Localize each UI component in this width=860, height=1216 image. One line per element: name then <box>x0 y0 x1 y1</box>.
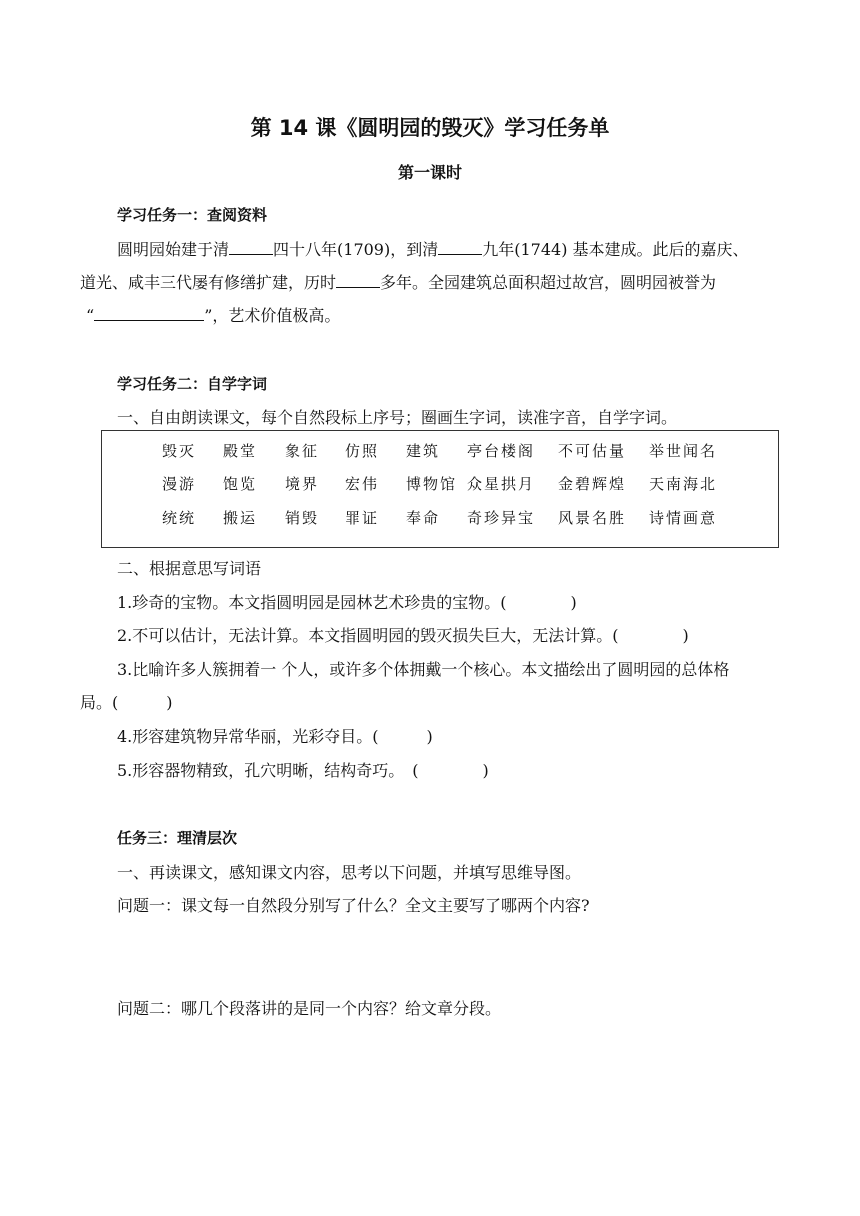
definition-item-2: 2.不可以估计，无法计算。本文指圆明园的毁灭损失巨大，无法计算。( ) <box>117 626 689 645</box>
task1-line3-close: ”，艺术价值极高。 <box>204 306 341 325</box>
task2-subheading: 二、根据意思写词语 <box>117 559 262 578</box>
vocab-word: 不可估量 <box>558 442 627 460</box>
task1-line1-part1: 圆明园始建于清 <box>117 240 230 259</box>
task1-line2-part1: 道光、咸丰三代屡有修缮扩建，历时 <box>80 273 337 292</box>
task2-heading: 学习任务二：自学字词 <box>117 375 268 393</box>
task1-line1 <box>117 237 749 260</box>
vocab-word: 漫游 <box>162 475 197 493</box>
vocab-word: 饱览 <box>223 475 258 493</box>
fill-blank-3[interactable] <box>336 273 380 288</box>
vocab-word: 金碧辉煌 <box>558 475 627 493</box>
task1-line1-part3: 九年(1744) 基本建成。此后的嘉庆、 <box>482 240 749 259</box>
vocab-word: 殿堂 <box>223 442 258 460</box>
vocab-word: 境界 <box>285 475 320 493</box>
definition-item-5: 5.形容器物精致，孔穴明晰，结构奇巧。 ( ) <box>117 761 489 780</box>
page-subtitle: 第一课时 <box>397 163 462 182</box>
vocab-word: 毁灭 <box>162 442 197 460</box>
definition-item-3: 3.比喻许多人簇拥着一 个人，或许多个体拥戴一个核心。本文描绘出了圆明园的总体格 <box>117 660 730 679</box>
task3-instruction: 一、再读课文，感知课文内容，思考以下问题，并填写思维导图。 <box>117 863 582 882</box>
vocab-word: 风景名胜 <box>558 509 627 527</box>
vocab-word: 象征 <box>285 442 320 460</box>
vocab-word: 亭台楼阁 <box>467 442 536 460</box>
definition-item-4: 4.形容建筑物异常华丽，光彩夺目。( ) <box>117 727 433 746</box>
task1-line2-part2: 多年。全园建筑总面积超过故宫，圆明园被誉为 <box>380 273 717 292</box>
question-1: 问题一：课文每一自然段分别写了什么？全文主要写了哪两个内容? <box>117 896 590 915</box>
task3-heading: 任务三：理清层次 <box>117 829 238 847</box>
task1-line3 <box>86 303 340 326</box>
vocab-word: 举世闻名 <box>649 442 718 460</box>
fill-blank-2[interactable] <box>438 240 482 255</box>
fill-blank-1[interactable] <box>229 240 273 255</box>
task1-line3-open-quote: “ <box>86 306 95 325</box>
definition-item-3-cont: 局。( ) <box>80 693 173 712</box>
vocab-word: 搬运 <box>223 509 258 527</box>
definition-item-1: 1.珍奇的宝物。本文指圆明园是园林艺术珍贵的宝物。( ) <box>117 593 577 612</box>
fill-blank-4[interactable] <box>94 306 204 321</box>
task1-line2 <box>80 270 716 293</box>
task1-heading: 学习任务一：查阅资料 <box>117 206 268 224</box>
vocab-word: 诗情画意 <box>649 509 718 527</box>
vocab-word: 众星拱月 <box>467 475 536 493</box>
vocab-word: 天南海北 <box>649 475 718 493</box>
task2-instruction: 一、自由朗读课文，每个自然段标上序号；圈画生字词，读准字音，自学字词。 <box>117 408 678 427</box>
vocab-box <box>101 430 779 548</box>
vocab-word: 宏伟 <box>345 475 380 493</box>
vocab-word: 博物馆 <box>406 475 458 493</box>
vocab-word: 销毁 <box>285 509 320 527</box>
vocab-word: 统统 <box>162 509 197 527</box>
page-title: 第 14 课《圆明园的毁灭》学习任务单 <box>250 116 610 140</box>
vocab-word: 建筑 <box>406 442 441 460</box>
vocab-word: 罪证 <box>345 509 380 527</box>
question-2: 问题二：哪几个段落讲的是同一个内容？给文章分段。 <box>117 999 502 1018</box>
task1-line1-part2: 四十八年(1709)，到清 <box>273 240 439 259</box>
vocab-word: 奉命 <box>406 509 441 527</box>
vocab-word: 奇珍异宝 <box>467 509 536 527</box>
vocab-word: 仿照 <box>345 442 380 460</box>
